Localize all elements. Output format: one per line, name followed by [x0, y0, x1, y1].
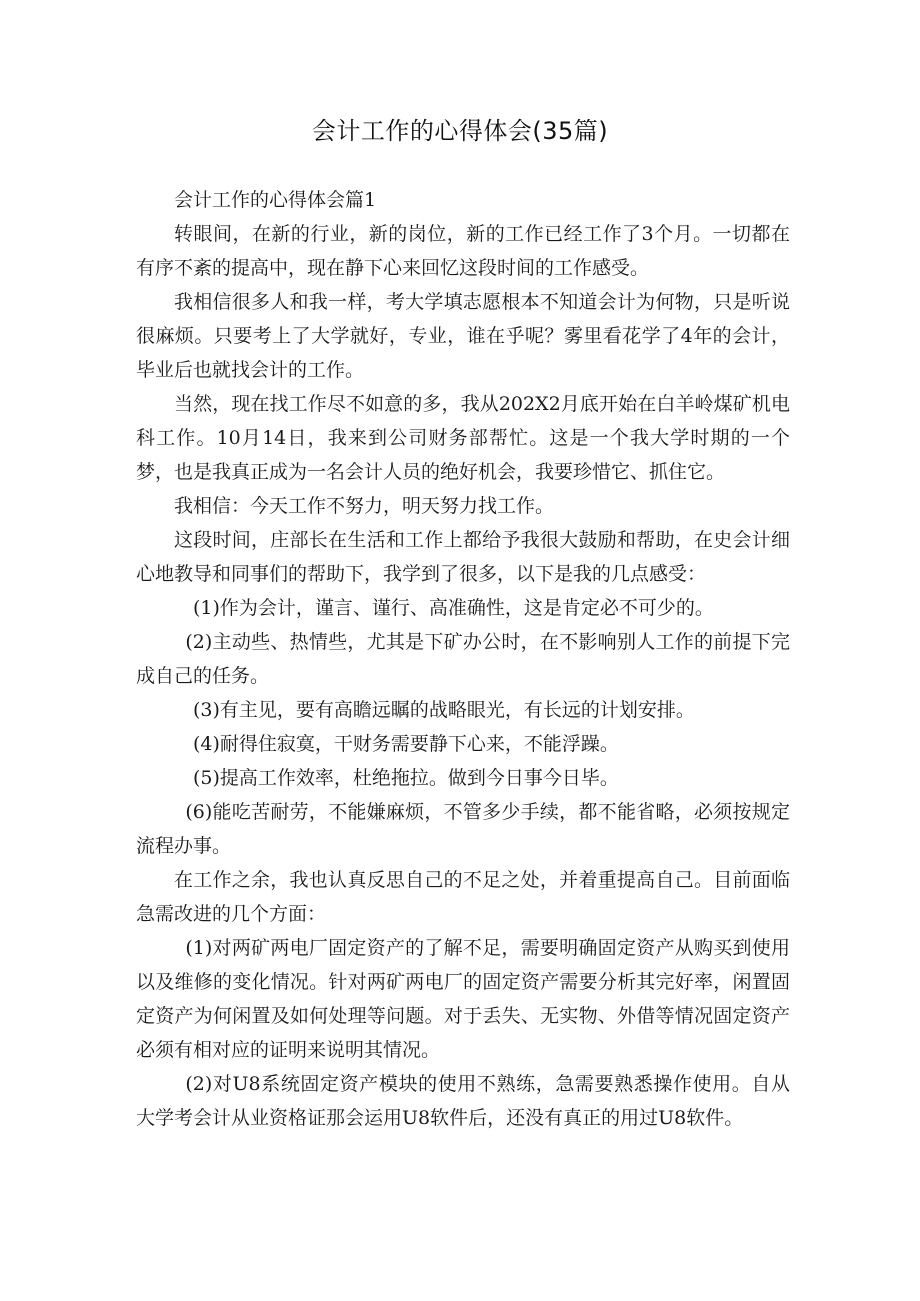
paragraph: 当然，现在找工作尽不如意的多，我从202X2月底开始在白羊岭煤矿机电科工作。10月14日，我来到公司财务部帮忙。这是一个我大学时期的一个梦，也是我真正成为一名会计人员的绝好机会，我要珍惜它、抓住它。 [136, 393, 790, 483]
document-title: 会计工作的心得体会(35篇) [311, 117, 609, 145]
list-item: (6)能吃苦耐劳，不能嫌麻烦，不管多少手续，都不能省略，必须按规定流程办事。 [136, 801, 790, 857]
list-item: (2)对U8系统固定资产模块的使用不熟练，急需要熟悉操作使用。自从大学考会计从业资格证那会运用U8软件后，还没有真正的用过U8软件。 [136, 1073, 790, 1129]
list-item: (2)主动些、热情些，尤其是下矿办公时，在不影响别人工作的前提下完成自己的任务。 [136, 631, 790, 687]
paragraph: 在工作之余，我也认真反思自己的不足之处，并着重提高自己。目前面临急需改进的几个方面： [136, 869, 790, 925]
paragraph: 我相信：今天工作不努力，明天努力找工作。 [174, 495, 555, 517]
list-item: (5)提高工作效率，杜绝拖拉。做到今日事今日毕。 [193, 767, 619, 789]
list-item: (1)对两矿两电厂固定资产的了解不足，需要明确固定资产从购买到使用以及维修的变化情况。针对两矿两电厂的固定资产需要分析其完好率，闲置固定资产为何闲置及如何处理等问题。对于丢失、无实物、外借等情况固定资产必须有相对应的证明来说明其情况。 [136, 937, 790, 1061]
list-item: (1)作为会计，谨言、谨行、高准确性，这是肯定必不可少的。 [193, 597, 714, 619]
list-item: (3)有主见，要有高瞻远瞩的战略眼光，有长远的计划安排。 [193, 699, 695, 721]
section-heading: 会计工作的心得体会篇1 [174, 189, 377, 211]
paragraph: 这段时间，庄部长在生活和工作上都给予我很大鼓励和帮助，在史会计细心地教导和同事们的帮助下，我学到了很多，以下是我的几点感受： [136, 529, 790, 585]
document-body [136, 183, 790, 1135]
paragraph: 转眼间，在新的行业，新的岗位，新的工作已经工作了3个月。一切都在有序不紊的提高中，现在静下心来回忆这段时间的工作感受。 [136, 223, 790, 279]
paragraph: 我相信很多人和我一样，考大学填志愿根本不知道会计为何物，只是听说很麻烦。只要考上了大学就好，专业，谁在乎呢？雾里看花学了4年的会计，毕业后也就找会计的工作。 [136, 291, 790, 381]
list-item: (4)耐得住寂寞，干财务需要静下心来，不能浮躁。 [193, 733, 619, 755]
